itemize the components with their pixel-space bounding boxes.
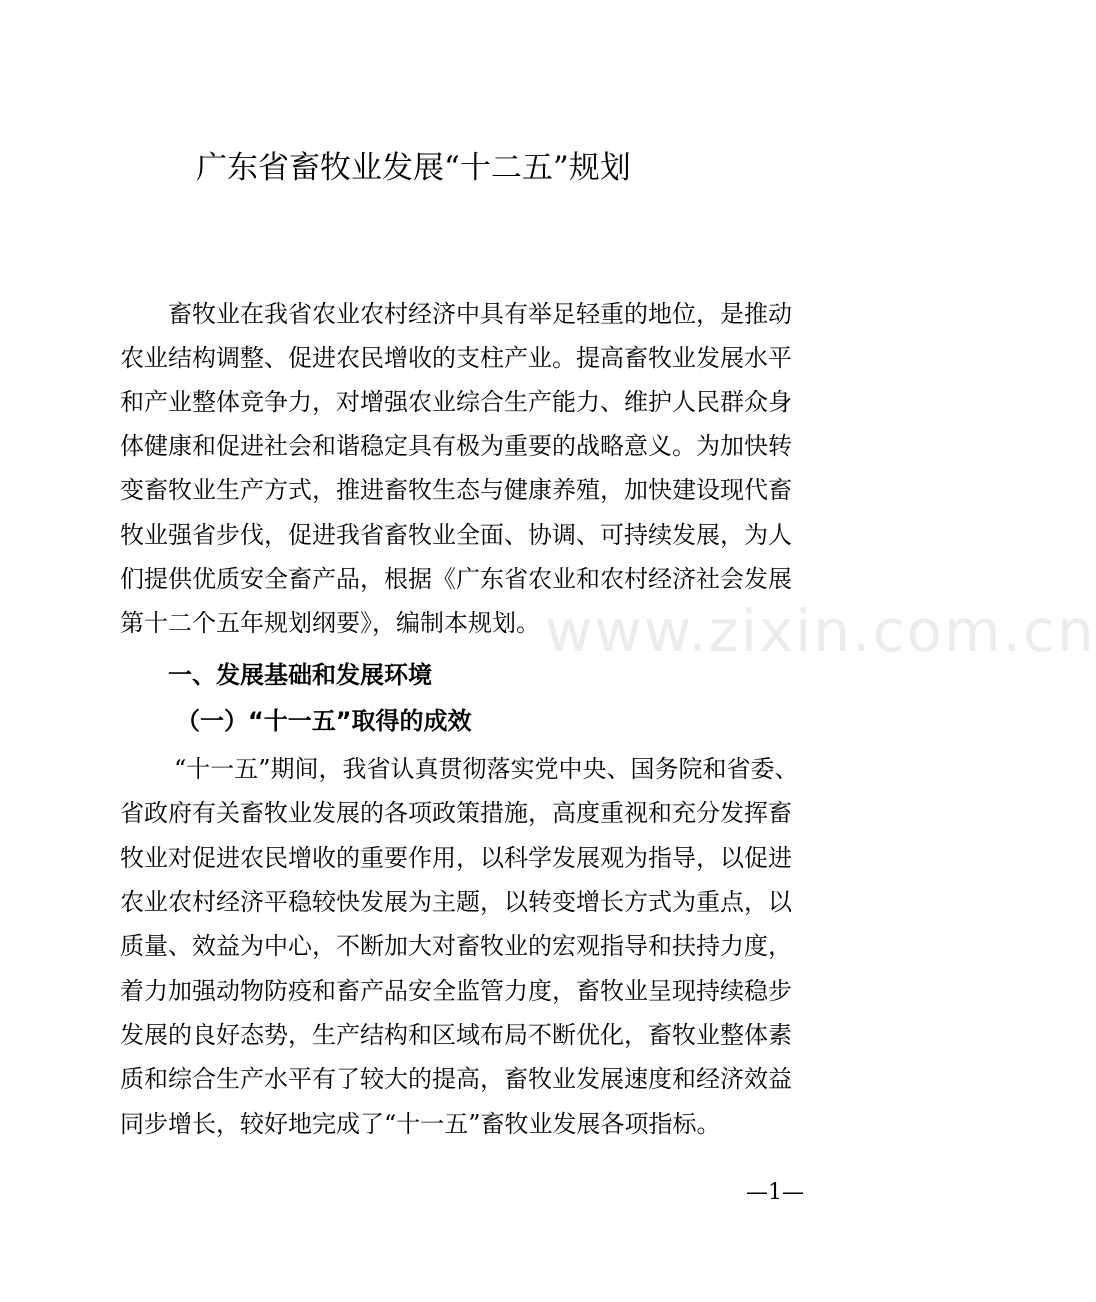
section-line-8: 质和综合生产水平有了较大的提高，畜牧业发展速度和经济效益 xyxy=(120,1065,792,1093)
intro-line-8: 第十二个五年规划纲要》，编制本规划。 xyxy=(120,609,540,637)
section-line-6: 着力加强动物防疫和畜产品安全监管力度，畜牧业呈现持续稳步 xyxy=(120,977,792,1005)
intro-line-2: 农业结构调整、促进农民增收的支柱产业。提高畜牧业发展水平 xyxy=(120,344,792,372)
section-line-1: “十一五”期间，我省认真贯彻落实党中央、国务院和省委、 xyxy=(174,755,799,783)
section-line-7: 发展的良好态势，生产结构和区域布局不断优化，畜牧业整体素 xyxy=(120,1021,792,1049)
section-line-5: 质量、效益为中心，不断加大对畜牧业的宏观指导和扶持力度， xyxy=(120,932,792,960)
watermark: www.zixin.com.cn xyxy=(545,597,1096,665)
intro-line-6: 牧业强省步伐，促进我省畜牧业全面、协调、可持续发展，为人 xyxy=(120,521,792,549)
page-number: —1— xyxy=(746,1180,804,1205)
intro-line-3: 和产业整体竞争力，对增强农业综合生产能力、维护人民群众身 xyxy=(120,388,792,416)
intro-line-7: 们提供优质安全畜产品，根据《广东省农业和农村经济社会发展 xyxy=(120,565,792,593)
intro-line-5: 变畜牧业生产方式，推进畜牧生态与健康养殖，加快建设现代畜 xyxy=(120,476,792,504)
intro-line-4: 体健康和促进社会和谐稳定具有极为重要的战略意义。为加快转 xyxy=(120,432,792,460)
section-heading-level-1: 一、发展基础和发展环境 xyxy=(168,661,432,689)
section-line-3: 牧业对促进农民增收的重要作用，以科学发展观为指导，以促进 xyxy=(120,844,792,872)
section-line-4: 农业农村经济平稳较快发展为主题，以转变增长方式为重点，以 xyxy=(120,888,792,916)
section-heading-level-2: （一）“十一五”取得的成效 xyxy=(176,707,472,735)
section-line-9: 同步增长，较好地完成了“十一五”畜牧业发展各项指标。 xyxy=(120,1110,721,1138)
section-line-2: 省政府有关畜牧业发展的各项政策措施，高度重视和充分发挥畜 xyxy=(120,799,792,827)
document-title: 广东省畜牧业发展“十二五”规划 xyxy=(196,150,631,186)
intro-line-1: 畜牧业在我省农业农村经济中具有举足轻重的地位，是推动 xyxy=(168,300,792,328)
